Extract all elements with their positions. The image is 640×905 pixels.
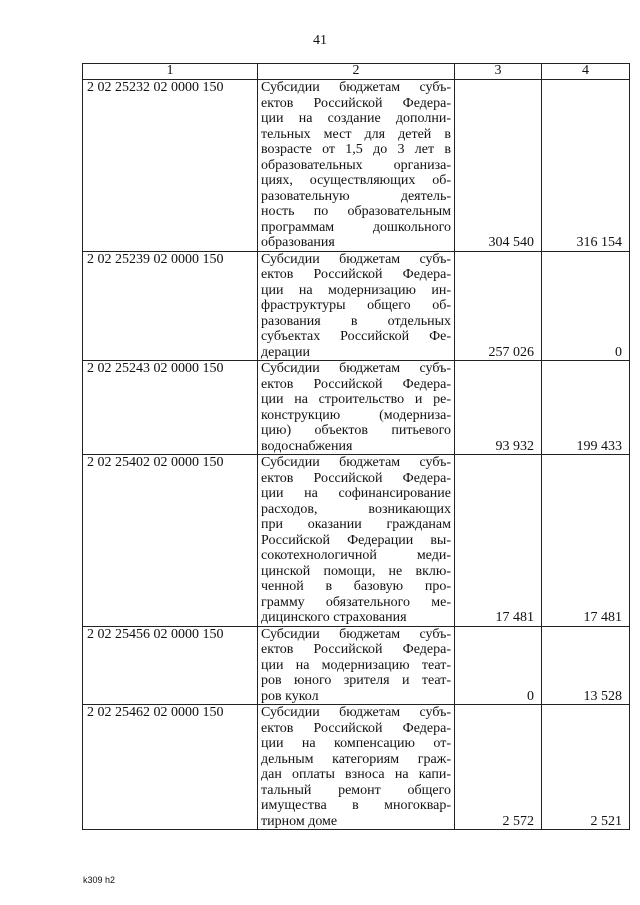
description-line: ции на строительство и ре-: [261, 392, 451, 407]
table-row: [83, 80, 630, 252]
budget-code-cell: 2 02 25456 02 0000 150: [83, 626, 258, 705]
description-line: ектов Российской Федера-: [261, 720, 451, 736]
description-line: сокотехнологичной меди-: [261, 548, 451, 563]
amount-col4-cell: 2 521: [542, 705, 630, 830]
description-line: ектов Российской Федера-: [261, 642, 451, 657]
description-line: образовательных организа-: [261, 157, 451, 173]
column-header-1: 1: [83, 64, 258, 80]
description-line: Российской Федерации вы-: [261, 532, 451, 548]
description-line: цинской помощи, не вклю-: [261, 563, 451, 579]
description-line: грамму обязательного ме-: [261, 594, 451, 610]
description-line: водоснабжения: [261, 438, 353, 454]
description-cell: [258, 361, 455, 455]
description-line: ции на модернизацию теат-: [261, 657, 451, 673]
description-line: тальный ремонт общего: [261, 782, 451, 798]
budget-code-cell: 2 02 25243 02 0000 150: [83, 361, 258, 455]
description-line: Субсидии бюджетам субъ-: [261, 251, 451, 267]
budget-code-cell: 2 02 25232 02 0000 150: [83, 80, 258, 252]
description-line: субъектах Российской Фе-: [261, 329, 451, 344]
amount-col4-cell: 199 433: [542, 361, 630, 455]
budget-table: [82, 63, 630, 830]
description-line: ектов Российской Федера-: [261, 376, 451, 392]
description-line: дан оплаты взноса на капи-: [261, 767, 451, 782]
description-line: ектов Российской Федера-: [261, 95, 451, 111]
budget-code-cell: 2 02 25402 02 0000 150: [83, 455, 258, 627]
description-line: дицинского страхования: [261, 610, 407, 625]
description-line: ров юного зрителя и теат-: [261, 673, 451, 688]
description-line: дельным категориям граж-: [261, 751, 451, 767]
amount-col3-cell: 257 026: [455, 251, 542, 361]
description-line: возрасте от 1,5 до 3 лет в: [261, 142, 451, 157]
table-row: [83, 251, 630, 361]
document-footer-code: k309 h2: [83, 875, 116, 885]
description-line: Субсидии бюджетам субъ-: [261, 80, 451, 95]
description-cell: [258, 705, 455, 830]
budget-code-cell: 2 02 25239 02 0000 150: [83, 251, 258, 361]
amount-col4-cell: 0: [542, 251, 630, 361]
description-line: тирном доме: [261, 813, 338, 829]
description-line: тельных мест для детей в: [261, 126, 451, 142]
table-row: [83, 626, 630, 705]
description-line: фраструктуры общего об-: [261, 298, 451, 313]
description-line: ченной в базовую про-: [261, 579, 451, 594]
description-line: Субсидии бюджетам субъ-: [261, 705, 451, 720]
description-cell: [258, 455, 455, 627]
description-line: программам дошкольного: [261, 219, 451, 235]
amount-col3-cell: 2 572: [455, 705, 542, 830]
amount-col4-cell: 316 154: [542, 80, 630, 252]
description-line: Субсидии бюджетам субъ-: [261, 626, 451, 642]
description-line: ции на модернизацию ин-: [261, 282, 451, 298]
description-cell: [258, 626, 455, 705]
description-line: при оказании гражданам: [261, 517, 451, 532]
description-line: цию) объектов питьевого: [261, 423, 451, 438]
amount-col4-cell: 17 481: [542, 455, 630, 627]
table-row: [83, 361, 630, 455]
description-line: ров кукол: [261, 688, 319, 704]
description-line: циях, осуществляющих об-: [261, 173, 451, 188]
description-line: конструкцию (модерниза-: [261, 407, 451, 423]
page-number: 41: [313, 33, 327, 48]
table-row: [83, 455, 630, 627]
description-cell: [258, 80, 455, 252]
amount-col4-cell: 13 528: [542, 626, 630, 705]
description-line: образования: [261, 235, 335, 250]
table-header-row: [83, 64, 630, 80]
column-header-4: 4: [542, 64, 630, 80]
description-line: ции на софинансирование: [261, 486, 451, 501]
description-line: имущества в многоквар-: [261, 798, 451, 813]
description-line: расходов, возникающих: [261, 501, 451, 517]
description-line: ектов Российской Федера-: [261, 470, 451, 486]
description-line: ектов Российской Федера-: [261, 267, 451, 282]
budget-code-cell: 2 02 25462 02 0000 150: [83, 705, 258, 830]
description-line: разования в отдельных: [261, 313, 451, 329]
amount-col3-cell: 93 932: [455, 361, 542, 455]
column-header-2: 2: [258, 64, 455, 80]
description-line: дерации: [261, 344, 311, 360]
description-line: ции на создание дополни-: [261, 111, 451, 126]
description-line: разовательную деятель-: [261, 188, 451, 204]
description-line: Субсидии бюджетам субъ-: [261, 455, 451, 470]
description-line: ции на компенсацию от-: [261, 736, 451, 751]
description-cell: [258, 251, 455, 361]
amount-col3-cell: 0: [455, 626, 542, 705]
amount-col3-cell: 304 540: [455, 80, 542, 252]
description-line: ность по образовательным: [261, 204, 451, 219]
description-line: Субсидии бюджетам субъ-: [261, 361, 451, 376]
table-row: [83, 705, 630, 830]
column-header-3: 3: [455, 64, 542, 80]
amount-col3-cell: 17 481: [455, 455, 542, 627]
